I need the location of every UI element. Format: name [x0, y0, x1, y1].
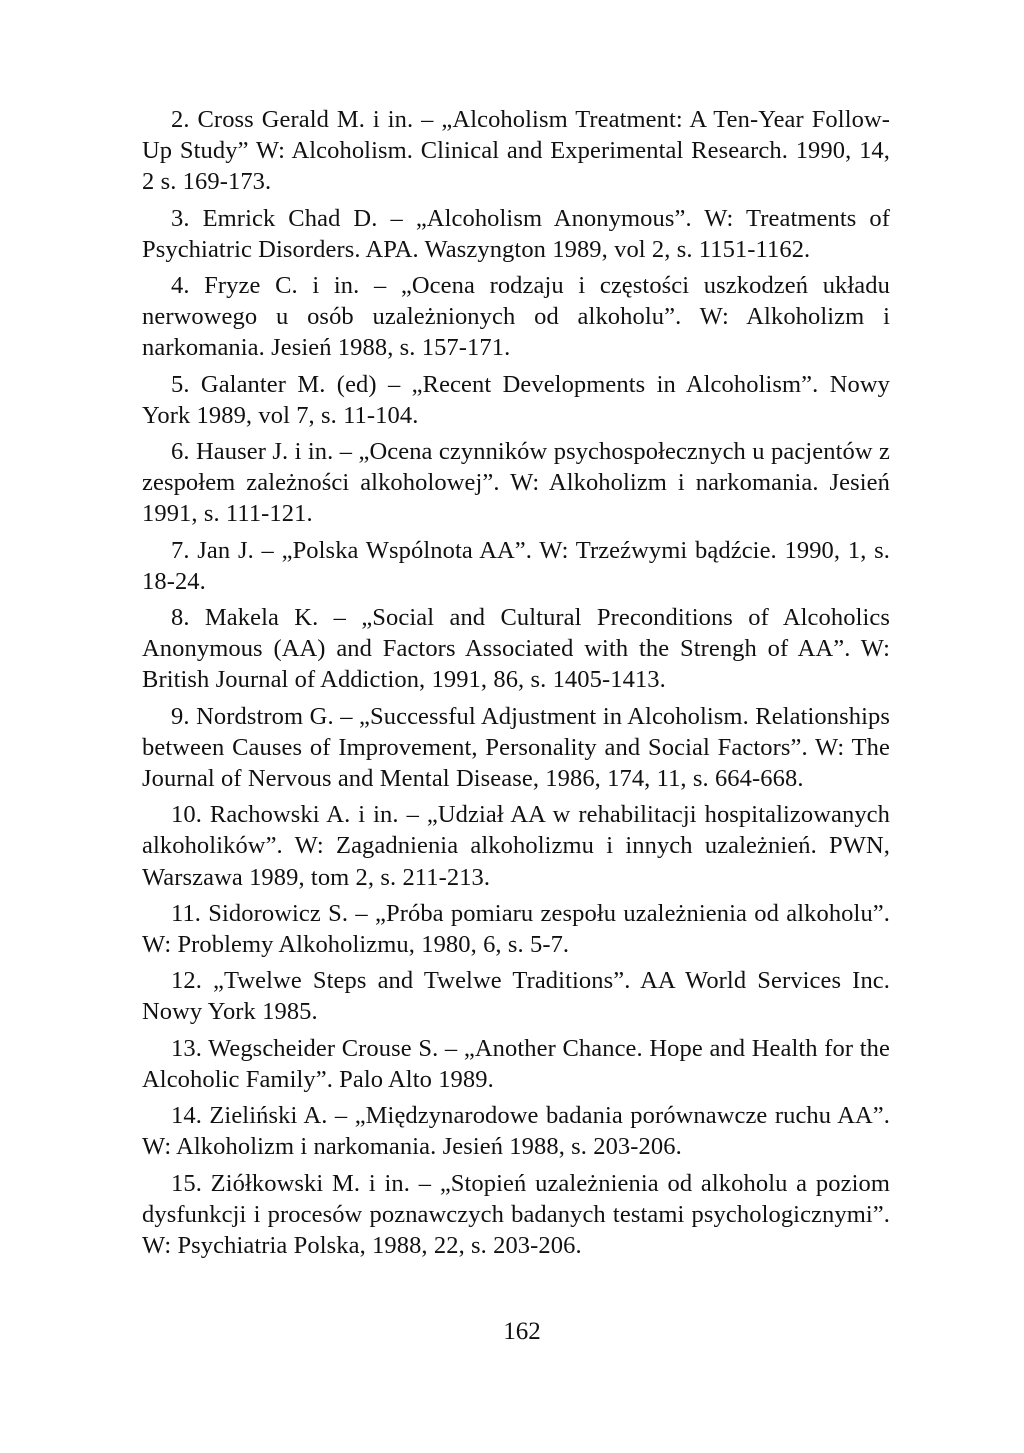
page-footer — [0, 1318, 1024, 1346]
reference-list — [142, 104, 890, 1266]
reference-item: 11. Sidorowicz S. – „Próba pomiaru zespołu uzależnienia od alkoholu”. W: Problemy Alkoholizmu, 1980, 6, s. 5-7. — [142, 899, 890, 959]
reference-item: 13. Wegscheider Crouse S. – „Another Chance. Hope and Health for the Alcoholic Family”. Palo Alto 1989. — [142, 1034, 890, 1093]
reference-item: 8. Makela K. – „Social and Cultural Preconditions of Alcoholics Anonymous (AA) and Factors Associated with the Strengh of AA”. W: British Journal of Addiction, 1991, 86, s. 1405-1413. — [142, 604, 890, 694]
reference-item: 10. Rachowski A. i in. – „Udział AA w rehabilitacji hospitalizowanych alkoholików”. W: Zagadnienia alkoholizmu i innych uzależnień. PWN, Warszawa 1989, tom 2, s. 211-213. — [142, 801, 890, 891]
reference-item: 4. Fryze C. i in. – „Ocena rodzaju i częstości uszkodzeń układu nerwowego u osób uzależnionych od alkoholu”. W: Alkoholizm i narkomania. Jesień 1988, s. 157-171. — [142, 272, 890, 362]
reference-item: 3. Emrick Chad D. – „Alcoholism Anonymous”. W: Treatments of Psychiatric Disorders. APA. Waszyngton 1989, vol 2, s. 1151-1162. — [142, 204, 890, 263]
reference-item: 7. Jan J. – „Polska Wspólnota AA”. W: Trzeźwymi bądźcie. 1990, 1, s. 18-24. — [142, 536, 890, 595]
page-number: 162 — [503, 1318, 541, 1345]
reference-item: 15. Ziółkowski M. i in. – „Stopień uzależnienia od alkoholu a poziom dysfunkcji i procesów poznawczych badanych testami psychologicznymi”. W: Psychiatria Polska, 1988, 22, s. 203-206. — [142, 1169, 890, 1259]
reference-item: 9. Nordstrom G. – „Successful Adjustment in Alcoholism. Relationships between Causes of Improvement, Personality and Social Factors”. W: The Journal of Nervous and Mental Disease, 1986, 174, 11, s. 664-668. — [142, 702, 890, 793]
reference-item: 5. Galanter M. (ed) – „Recent Developments in Alcoholism”. Nowy York 1989, vol 7, s. 11-104. — [142, 370, 890, 429]
reference-item: 6. Hauser J. i in. – „Ocena czynników psychospołecznych u pacjentów z zespołem zależności alkoholowej”. W: Alkoholizm i narkomania. Jesień 1991, s. 111-121. — [142, 438, 890, 528]
reference-item: 2. Cross Gerald M. i in. – „Alcoholism Treatment: A Ten-Year Follow-Up Study” W: Alcoholism. Clinical and Experimental Research. 1990, 14, 2 s. 169-173. — [142, 106, 890, 196]
reference-item: 14. Zieliński A. – „Międzynarodowe badania porównawcze ruchu AA”. W: Alkoholizm i narkomania. Jesień 1988, s. 203-206. — [142, 1102, 890, 1161]
reference-item: 12. „Twelwe Steps and Twelwe Traditions”. AA World Services Inc. Nowy York 1985. — [142, 967, 890, 1026]
